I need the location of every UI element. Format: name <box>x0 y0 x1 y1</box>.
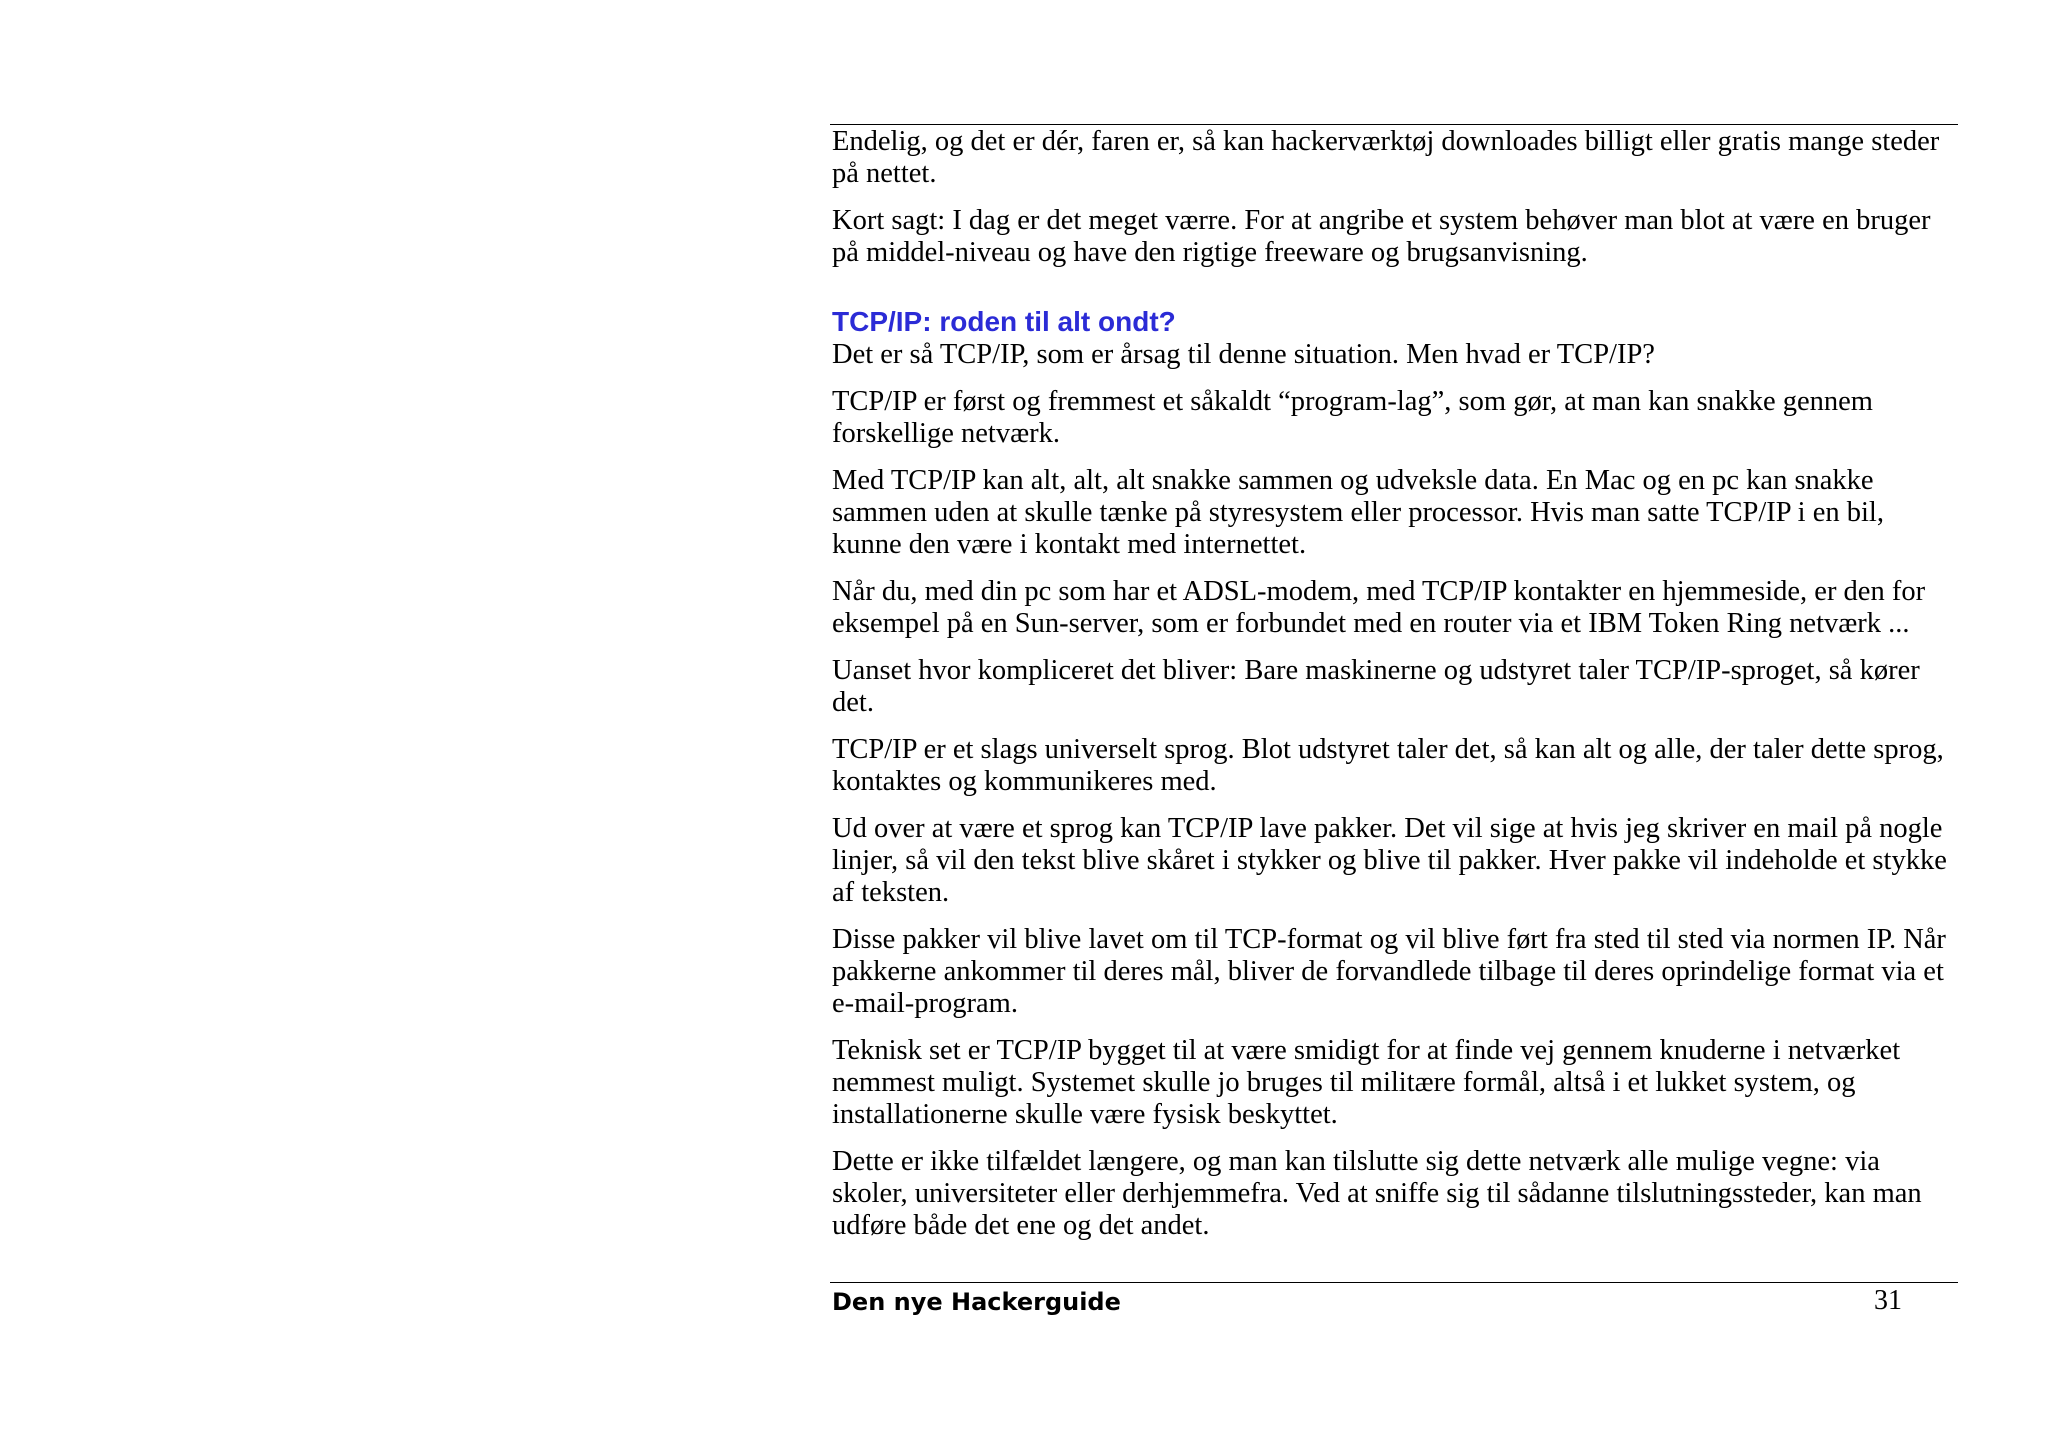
paragraph: Endelig, og det er dér, faren er, så kan hackerværktøj downloades billigt eller gratis mange steder på nettet. <box>832 126 1940 189</box>
paragraph: TCP/IP er et slags universelt sprog. Blot udstyret taler det, så kan alt og alle, der taler dette sprog, kontaktes og kommunikeres med. <box>832 734 1944 797</box>
book-page <box>830 124 1958 1324</box>
footer-rule <box>830 1282 1958 1283</box>
paragraph: Ud over at være et sprog kan TCP/IP lave pakker. Det vil sige at hvis jeg skriver en mail på nogle linjer, så vil den tekst blive skåret i stykker og blive til pakker. Hver pakke vil indeholde et stykke af teksten. <box>832 813 1947 908</box>
paragraph: Teknisk set er TCP/IP bygget til at være smidigt for at finde vej gennem knuderne i netværket nemmest muligt. Systemet skulle jo bruges til militære formål, altså i et lukket system, og installationerne skulle være fysisk beskyttet. <box>832 1035 1901 1130</box>
paragraph: Med TCP/IP kan alt, alt, alt snakke sammen og udveksle data. En Mac og en pc kan snakke sammen uden at skulle tænke på styresystem eller processor. Hvis man satte TCP/IP i en bil, kunne den være i kontakt med internettet. <box>832 465 1884 560</box>
footer-book-title: Den nye Hackerguide <box>832 1288 1121 1316</box>
paragraph: Kort sagt: I dag er det meget værre. For at angribe et system behøver man blot at være en bruger på middel-niveau og have den rigtige freeware og brugsanvisning. <box>832 205 1931 268</box>
header-rule <box>830 124 1958 125</box>
paragraph: Det er så TCP/IP, som er årsag til denne situation. Men hvad er TCP/IP? <box>832 339 1655 370</box>
paragraph: Disse pakker vil blive lavet om til TCP-format og vil blive ført fra sted til sted via normen IP. Når pakkerne ankommer til deres mål, bliver de forvandlede tilbage til deres oprindelige format via et e-mail-program. <box>832 924 1946 1019</box>
paragraph: Uanset hvor kompliceret det bliver: Bare maskinerne og udstyret taler TCP/IP-sproget, så kører det. <box>832 655 1920 718</box>
paragraph: Dette er ikke tilfældet længere, og man kan tilslutte sig dette netværk alle mulige vegne: via skoler, universiteter eller derhjemmefra. Ved at sniffe sig til sådanne tilslutningssteder, kan man udføre både det ene og det andet. <box>832 1146 1922 1241</box>
section-heading: TCP/IP: roden til alt ondt? <box>832 306 1176 337</box>
paragraph: TCP/IP er først og fremmest et såkaldt “program-lag”, som gør, at man kan snakke gennem forskellige netværk. <box>832 386 1873 449</box>
body-text <box>832 126 1956 1242</box>
page-number: 31 <box>1874 1285 1902 1316</box>
paragraph: Når du, med din pc som har et ADSL-modem, med TCP/IP kontakter en hjemmeside, er den for eksempel på en Sun-server, som er forbundet med en router via et IBM Token Ring netværk ... <box>832 576 1926 639</box>
